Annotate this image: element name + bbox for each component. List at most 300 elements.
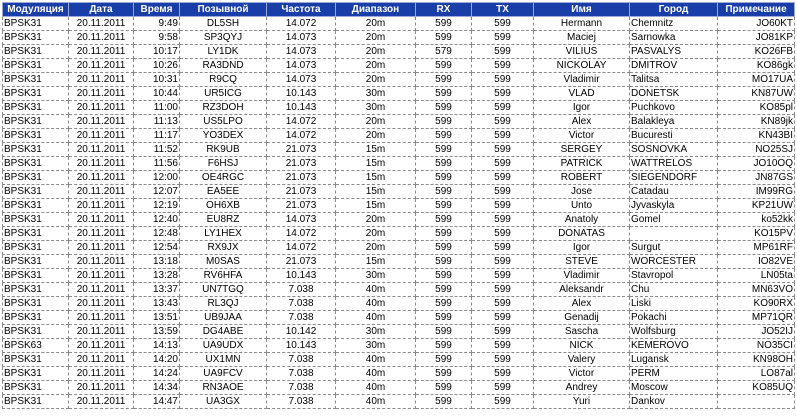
frequency-cell[interactable]: 14.072	[267, 115, 336, 129]
band-cell[interactable]: 20m	[336, 73, 416, 87]
note-cell[interactable]: KO85pl	[718, 101, 795, 115]
date-cell[interactable]: 20.11.2011	[69, 241, 134, 255]
modulation-cell[interactable]: BPSK31	[3, 367, 69, 381]
table-row[interactable]	[3, 59, 795, 73]
table-row[interactable]	[3, 101, 795, 115]
modulation-cell[interactable]: BPSK31	[3, 269, 69, 283]
callsign-cell[interactable]: LY1DK	[180, 45, 267, 59]
table-row[interactable]	[3, 269, 795, 283]
date-cell[interactable]: 20.11.2011	[69, 283, 134, 297]
note-cell[interactable]: KN43BI	[718, 129, 795, 143]
band-cell[interactable]: 40m	[336, 381, 416, 395]
rx-cell[interactable]: 599	[416, 297, 472, 311]
city-cell[interactable]: SIEGENDORF	[630, 171, 718, 185]
date-cell[interactable]: 20.11.2011	[69, 171, 134, 185]
city-cell[interactable]: Bucuresti	[630, 129, 718, 143]
table-row[interactable]	[3, 143, 795, 157]
frequency-cell[interactable]: 10.143	[267, 87, 336, 101]
time-cell[interactable]: 10:31	[134, 73, 180, 87]
column-header-callsign[interactable]: Позывной	[180, 3, 267, 17]
rx-cell[interactable]: 599	[416, 367, 472, 381]
band-cell[interactable]: 15m	[336, 199, 416, 213]
city-cell[interactable]: Sarnowka	[630, 31, 718, 45]
date-cell[interactable]: 20.11.2011	[69, 269, 134, 283]
table-row[interactable]	[3, 255, 795, 269]
name-cell[interactable]: Unto	[534, 199, 630, 213]
frequency-cell[interactable]: 14.072	[267, 227, 336, 241]
tx-cell[interactable]: 599	[472, 227, 534, 241]
column-header-time[interactable]: Время	[134, 3, 180, 17]
tx-cell[interactable]: 599	[472, 311, 534, 325]
modulation-cell[interactable]: BPSK31	[3, 45, 69, 59]
city-cell[interactable]: Stavropol	[630, 269, 718, 283]
frequency-cell[interactable]: 7.038	[267, 367, 336, 381]
time-cell[interactable]: 11:56	[134, 157, 180, 171]
callsign-cell[interactable]: UA3GX	[180, 395, 267, 409]
name-cell[interactable]: Vladimir	[534, 73, 630, 87]
note-cell[interactable]: IM99RG	[718, 185, 795, 199]
date-cell[interactable]: 20.11.2011	[69, 381, 134, 395]
name-cell[interactable]: STEVE	[534, 255, 630, 269]
city-cell[interactable]: Lugansk	[630, 353, 718, 367]
time-cell[interactable]: 11:52	[134, 143, 180, 157]
tx-cell[interactable]: 599	[472, 297, 534, 311]
band-cell[interactable]: 20m	[336, 227, 416, 241]
date-cell[interactable]: 20.11.2011	[69, 395, 134, 409]
frequency-cell[interactable]: 10.143	[267, 269, 336, 283]
callsign-cell[interactable]: RK9UB	[180, 143, 267, 157]
table-row[interactable]	[3, 325, 795, 339]
modulation-cell[interactable]: BPSK31	[3, 213, 69, 227]
callsign-cell[interactable]: OE4RGC	[180, 171, 267, 185]
callsign-cell[interactable]: UN7TGQ	[180, 283, 267, 297]
rx-cell[interactable]: 599	[416, 381, 472, 395]
table-row[interactable]	[3, 87, 795, 101]
city-cell[interactable]: Liski	[630, 297, 718, 311]
rx-cell[interactable]: 599	[416, 325, 472, 339]
table-row[interactable]	[3, 31, 795, 45]
tx-cell[interactable]: 599	[472, 101, 534, 115]
frequency-cell[interactable]: 14.073	[267, 73, 336, 87]
table-row[interactable]	[3, 353, 795, 367]
band-cell[interactable]: 20m	[336, 45, 416, 59]
callsign-cell[interactable]: SP3QYJ	[180, 31, 267, 45]
callsign-cell[interactable]: DG4ABE	[180, 325, 267, 339]
note-cell[interactable]: KN87UW	[718, 87, 795, 101]
modulation-cell[interactable]: BPSK31	[3, 255, 69, 269]
note-cell[interactable]: MP71QR	[718, 311, 795, 325]
note-cell[interactable]: ko52kk	[718, 213, 795, 227]
time-cell[interactable]: 11:17	[134, 129, 180, 143]
frequency-cell[interactable]: 7.038	[267, 353, 336, 367]
time-cell[interactable]: 13:18	[134, 255, 180, 269]
frequency-cell[interactable]: 14.072	[267, 129, 336, 143]
time-cell[interactable]: 14:24	[134, 367, 180, 381]
note-cell[interactable]	[718, 395, 795, 409]
note-cell[interactable]: KO90RX	[718, 297, 795, 311]
time-cell[interactable]: 13:51	[134, 311, 180, 325]
modulation-cell[interactable]: BPSK63	[3, 339, 69, 353]
date-cell[interactable]: 20.11.2011	[69, 115, 134, 129]
note-cell[interactable]: MN63VO	[718, 283, 795, 297]
column-header-frequency[interactable]: Частота	[267, 3, 336, 17]
date-cell[interactable]: 20.11.2011	[69, 297, 134, 311]
city-cell[interactable]: PERM	[630, 367, 718, 381]
name-cell[interactable]: Victor	[534, 367, 630, 381]
modulation-cell[interactable]: BPSK31	[3, 199, 69, 213]
time-cell[interactable]: 10:26	[134, 59, 180, 73]
date-cell[interactable]: 20.11.2011	[69, 45, 134, 59]
date-cell[interactable]: 20.11.2011	[69, 143, 134, 157]
tx-cell[interactable]: 599	[472, 199, 534, 213]
tx-cell[interactable]: 599	[472, 325, 534, 339]
name-cell[interactable]: Aleksandr	[534, 283, 630, 297]
city-cell[interactable]: SOSNOVKA	[630, 143, 718, 157]
column-header-tx[interactable]: TX	[472, 3, 534, 17]
name-cell[interactable]: Igor	[534, 241, 630, 255]
city-cell[interactable]: Balakleya	[630, 115, 718, 129]
column-header-city[interactable]: Город	[630, 3, 718, 17]
date-cell[interactable]: 20.11.2011	[69, 213, 134, 227]
note-cell[interactable]: JO60KT	[718, 17, 795, 31]
tx-cell[interactable]: 599	[472, 87, 534, 101]
time-cell[interactable]: 12:00	[134, 171, 180, 185]
modulation-cell[interactable]: BPSK31	[3, 87, 69, 101]
time-cell[interactable]: 12:07	[134, 185, 180, 199]
rx-cell[interactable]: 599	[416, 59, 472, 73]
modulation-cell[interactable]: BPSK31	[3, 31, 69, 45]
date-cell[interactable]: 20.11.2011	[69, 73, 134, 87]
date-cell[interactable]: 20.11.2011	[69, 339, 134, 353]
callsign-cell[interactable]: RA3DND	[180, 59, 267, 73]
table-row[interactable]	[3, 395, 795, 409]
rx-cell[interactable]: 599	[416, 115, 472, 129]
note-cell[interactable]: NO35CI	[718, 339, 795, 353]
name-cell[interactable]: NICK	[534, 339, 630, 353]
name-cell[interactable]: Alex	[534, 115, 630, 129]
modulation-cell[interactable]: BPSK31	[3, 325, 69, 339]
time-cell[interactable]: 12:54	[134, 241, 180, 255]
date-cell[interactable]: 20.11.2011	[69, 31, 134, 45]
modulation-cell[interactable]: BPSK31	[3, 17, 69, 31]
name-cell[interactable]: VLAD	[534, 87, 630, 101]
city-cell[interactable]: DMITROV	[630, 59, 718, 73]
name-cell[interactable]: NICKOLAY	[534, 59, 630, 73]
rx-cell[interactable]: 599	[416, 73, 472, 87]
note-cell[interactable]: KO86gk	[718, 59, 795, 73]
rx-cell[interactable]: 599	[416, 129, 472, 143]
time-cell[interactable]: 10:44	[134, 87, 180, 101]
note-cell[interactable]: JO81KP	[718, 31, 795, 45]
city-cell[interactable]: Jyvaskyla	[630, 199, 718, 213]
tx-cell[interactable]: 599	[472, 241, 534, 255]
frequency-cell[interactable]: 14.073	[267, 213, 336, 227]
callsign-cell[interactable]: R9CQ	[180, 73, 267, 87]
table-row[interactable]	[3, 367, 795, 381]
note-cell[interactable]: JO52IJ	[718, 325, 795, 339]
rx-cell[interactable]: 599	[416, 241, 472, 255]
callsign-cell[interactable]: UX1MN	[180, 353, 267, 367]
band-cell[interactable]: 15m	[336, 255, 416, 269]
city-cell[interactable]: Wolfsburg	[630, 325, 718, 339]
tx-cell[interactable]: 599	[472, 59, 534, 73]
callsign-cell[interactable]: YO3DEX	[180, 129, 267, 143]
tx-cell[interactable]: 599	[472, 367, 534, 381]
rx-cell[interactable]: 599	[416, 227, 472, 241]
name-cell[interactable]: Genadij	[534, 311, 630, 325]
callsign-cell[interactable]: DL5SH	[180, 17, 267, 31]
rx-cell[interactable]: 599	[416, 143, 472, 157]
date-cell[interactable]: 20.11.2011	[69, 325, 134, 339]
table-row[interactable]	[3, 129, 795, 143]
callsign-cell[interactable]: RX9JX	[180, 241, 267, 255]
modulation-cell[interactable]: BPSK31	[3, 297, 69, 311]
rx-cell[interactable]: 599	[416, 353, 472, 367]
frequency-cell[interactable]: 10.143	[267, 101, 336, 115]
rx-cell[interactable]: 599	[416, 213, 472, 227]
time-cell[interactable]: 9:58	[134, 31, 180, 45]
modulation-cell[interactable]: BPSK31	[3, 353, 69, 367]
frequency-cell[interactable]: 10.143	[267, 339, 336, 353]
band-cell[interactable]: 20m	[336, 115, 416, 129]
modulation-cell[interactable]: BPSK31	[3, 157, 69, 171]
modulation-cell[interactable]: BPSK31	[3, 283, 69, 297]
callsign-cell[interactable]: RL3QJ	[180, 297, 267, 311]
band-cell[interactable]: 20m	[336, 31, 416, 45]
time-cell[interactable]: 14:13	[134, 339, 180, 353]
callsign-cell[interactable]: RN3AOE	[180, 381, 267, 395]
frequency-cell[interactable]: 7.038	[267, 311, 336, 325]
rx-cell[interactable]: 599	[416, 87, 472, 101]
note-cell[interactable]: KO15PV	[718, 227, 795, 241]
note-cell[interactable]: KP21UW	[718, 199, 795, 213]
rx-cell[interactable]: 599	[416, 185, 472, 199]
table-row[interactable]	[3, 381, 795, 395]
band-cell[interactable]: 30m	[336, 269, 416, 283]
date-cell[interactable]: 20.11.2011	[69, 367, 134, 381]
date-cell[interactable]: 20.11.2011	[69, 129, 134, 143]
frequency-cell[interactable]: 21.073	[267, 199, 336, 213]
time-cell[interactable]: 14:20	[134, 353, 180, 367]
callsign-cell[interactable]: UA9FCV	[180, 367, 267, 381]
table-row[interactable]	[3, 227, 795, 241]
city-cell[interactable]: Chemnitz	[630, 17, 718, 31]
modulation-cell[interactable]: BPSK31	[3, 395, 69, 409]
modulation-cell[interactable]: BPSK31	[3, 73, 69, 87]
frequency-cell[interactable]: 10.142	[267, 325, 336, 339]
modulation-cell[interactable]: BPSK31	[3, 185, 69, 199]
rx-cell[interactable]: 599	[416, 395, 472, 409]
frequency-cell[interactable]: 14.072	[267, 17, 336, 31]
modulation-cell[interactable]: BPSK31	[3, 101, 69, 115]
time-cell[interactable]: 10:17	[134, 45, 180, 59]
time-cell[interactable]: 11:00	[134, 101, 180, 115]
note-cell[interactable]: MP61RF	[718, 241, 795, 255]
callsign-cell[interactable]: EU8RZ	[180, 213, 267, 227]
band-cell[interactable]: 20m	[336, 241, 416, 255]
callsign-cell[interactable]: RV6HFA	[180, 269, 267, 283]
band-cell[interactable]: 30m	[336, 339, 416, 353]
date-cell[interactable]: 20.11.2011	[69, 199, 134, 213]
modulation-cell[interactable]: BPSK31	[3, 115, 69, 129]
tx-cell[interactable]: 599	[472, 17, 534, 31]
tx-cell[interactable]: 599	[472, 185, 534, 199]
time-cell[interactable]: 14:34	[134, 381, 180, 395]
name-cell[interactable]: PATRICK	[534, 157, 630, 171]
name-cell[interactable]: DONATAS	[534, 227, 630, 241]
modulation-cell[interactable]: BPSK31	[3, 143, 69, 157]
tx-cell[interactable]: 599	[472, 45, 534, 59]
frequency-cell[interactable]: 21.073	[267, 157, 336, 171]
note-cell[interactable]: JO10OQ	[718, 157, 795, 171]
rx-cell[interactable]: 599	[416, 171, 472, 185]
name-cell[interactable]: Alex	[534, 297, 630, 311]
frequency-cell[interactable]: 14.073	[267, 45, 336, 59]
modulation-cell[interactable]: BPSK31	[3, 129, 69, 143]
rx-cell[interactable]: 599	[416, 157, 472, 171]
name-cell[interactable]: Anatoly	[534, 213, 630, 227]
tx-cell[interactable]: 599	[472, 73, 534, 87]
time-cell[interactable]: 12:48	[134, 227, 180, 241]
city-cell[interactable]: WORCESTER	[630, 255, 718, 269]
name-cell[interactable]: VILIUS	[534, 45, 630, 59]
date-cell[interactable]: 20.11.2011	[69, 87, 134, 101]
name-cell[interactable]: Igor	[534, 101, 630, 115]
band-cell[interactable]: 15m	[336, 143, 416, 157]
band-cell[interactable]: 20m	[336, 17, 416, 31]
date-cell[interactable]: 20.11.2011	[69, 311, 134, 325]
band-cell[interactable]: 15m	[336, 185, 416, 199]
note-cell[interactable]: LO87al	[718, 367, 795, 381]
city-cell[interactable]: KEMEROVO	[630, 339, 718, 353]
table-row[interactable]	[3, 297, 795, 311]
modulation-cell[interactable]: BPSK31	[3, 381, 69, 395]
rx-cell[interactable]: 599	[416, 101, 472, 115]
callsign-cell[interactable]: UA9UDX	[180, 339, 267, 353]
date-cell[interactable]: 20.11.2011	[69, 185, 134, 199]
table-row[interactable]	[3, 283, 795, 297]
band-cell[interactable]: 15m	[336, 171, 416, 185]
column-header-modulation[interactable]: Модуляция	[3, 3, 69, 17]
date-cell[interactable]: 20.11.2011	[69, 353, 134, 367]
column-header-note[interactable]: Примечание	[718, 3, 795, 17]
band-cell[interactable]: 15m	[336, 157, 416, 171]
date-cell[interactable]: 20.11.2011	[69, 17, 134, 31]
tx-cell[interactable]: 599	[472, 381, 534, 395]
time-cell[interactable]: 12:19	[134, 199, 180, 213]
note-cell[interactable]: KO85UQ	[718, 381, 795, 395]
frequency-cell[interactable]: 7.038	[267, 381, 336, 395]
modulation-cell[interactable]: BPSK31	[3, 59, 69, 73]
city-cell[interactable]: Puchkovo	[630, 101, 718, 115]
band-cell[interactable]: 20m	[336, 129, 416, 143]
time-cell[interactable]: 13:28	[134, 269, 180, 283]
table-row[interactable]	[3, 171, 795, 185]
column-header-rx[interactable]: RX	[416, 3, 472, 17]
callsign-cell[interactable]: RZ3DOH	[180, 101, 267, 115]
table-row[interactable]	[3, 73, 795, 87]
band-cell[interactable]: 40m	[336, 297, 416, 311]
note-cell[interactable]: IO82VE	[718, 255, 795, 269]
band-cell[interactable]: 40m	[336, 395, 416, 409]
city-cell[interactable]: Catadau	[630, 185, 718, 199]
rx-cell[interactable]: 599	[416, 199, 472, 213]
city-cell[interactable]: Surgut	[630, 241, 718, 255]
rx-cell[interactable]: 599	[416, 17, 472, 31]
name-cell[interactable]: Maciej	[534, 31, 630, 45]
note-cell[interactable]: LN05ta	[718, 269, 795, 283]
time-cell[interactable]: 12:40	[134, 213, 180, 227]
modulation-cell[interactable]: BPSK31	[3, 311, 69, 325]
note-cell[interactable]: MO17UA	[718, 73, 795, 87]
callsign-cell[interactable]: UB9JAA	[180, 311, 267, 325]
table-row[interactable]	[3, 17, 795, 31]
frequency-cell[interactable]: 14.073	[267, 59, 336, 73]
table-row[interactable]	[3, 311, 795, 325]
modulation-cell[interactable]: BPSK31	[3, 227, 69, 241]
rx-cell[interactable]: 599	[416, 269, 472, 283]
band-cell[interactable]: 40m	[336, 311, 416, 325]
band-cell[interactable]: 30m	[336, 325, 416, 339]
date-cell[interactable]: 20.11.2011	[69, 157, 134, 171]
band-cell[interactable]: 40m	[336, 353, 416, 367]
rx-cell[interactable]: 599	[416, 283, 472, 297]
tx-cell[interactable]: 599	[472, 339, 534, 353]
callsign-cell[interactable]: UR5ICG	[180, 87, 267, 101]
table-row[interactable]	[3, 185, 795, 199]
rx-cell[interactable]: 599	[416, 311, 472, 325]
tx-cell[interactable]: 599	[472, 115, 534, 129]
frequency-cell[interactable]: 7.038	[267, 297, 336, 311]
name-cell[interactable]: SERGEY	[534, 143, 630, 157]
table-row[interactable]	[3, 339, 795, 353]
frequency-cell[interactable]: 21.073	[267, 255, 336, 269]
band-cell[interactable]: 40m	[336, 283, 416, 297]
city-cell[interactable]: Talitsa	[630, 73, 718, 87]
name-cell[interactable]: Andrey	[534, 381, 630, 395]
note-cell[interactable]: KN89jk	[718, 115, 795, 129]
band-cell[interactable]: 30m	[336, 87, 416, 101]
time-cell[interactable]: 13:59	[134, 325, 180, 339]
callsign-cell[interactable]: US5LPO	[180, 115, 267, 129]
column-header-name[interactable]: Имя	[534, 3, 630, 17]
frequency-cell[interactable]: 14.072	[267, 241, 336, 255]
table-row[interactable]	[3, 157, 795, 171]
tx-cell[interactable]: 599	[472, 171, 534, 185]
callsign-cell[interactable]: EA5EE	[180, 185, 267, 199]
tx-cell[interactable]: 599	[472, 157, 534, 171]
rx-cell[interactable]: 599	[416, 31, 472, 45]
name-cell[interactable]: ROBERT	[534, 171, 630, 185]
tx-cell[interactable]: 599	[472, 395, 534, 409]
city-cell[interactable]: PASVALYS	[630, 45, 718, 59]
city-cell[interactable]: Gomel	[630, 213, 718, 227]
table-row[interactable]	[3, 241, 795, 255]
time-cell[interactable]: 13:37	[134, 283, 180, 297]
modulation-cell[interactable]: BPSK31	[3, 171, 69, 185]
table-row[interactable]	[3, 45, 795, 59]
table-row[interactable]	[3, 213, 795, 227]
rx-cell[interactable]: 579	[416, 45, 472, 59]
frequency-cell[interactable]: 21.073	[267, 185, 336, 199]
band-cell[interactable]: 40m	[336, 367, 416, 381]
callsign-cell[interactable]: OH6XB	[180, 199, 267, 213]
time-cell[interactable]: 13:43	[134, 297, 180, 311]
table-row[interactable]	[3, 199, 795, 213]
tx-cell[interactable]: 599	[472, 255, 534, 269]
band-cell[interactable]: 20m	[336, 213, 416, 227]
date-cell[interactable]: 20.11.2011	[69, 255, 134, 269]
